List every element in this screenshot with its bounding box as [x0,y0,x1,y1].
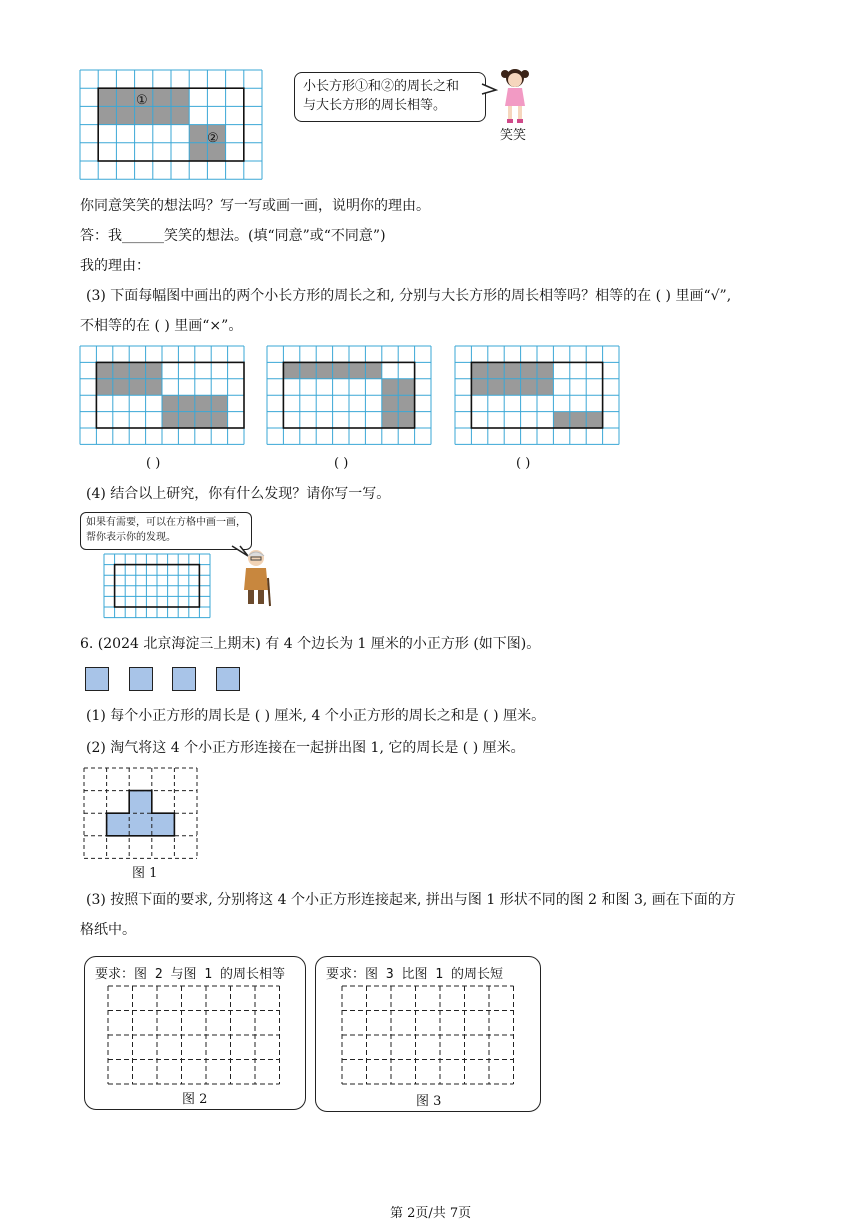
grandpa-speech-bubble [80,512,252,550]
figure-1-grid [84,768,198,860]
bubble-line-2: 与大长方形的周长相等。 [303,98,447,113]
grandpa-character-icon [238,548,274,608]
bubble-line-1: 小长方形①和②的周长之和 [303,79,460,94]
q6-part3-line-2: 格纸中。 [80,922,136,938]
shaded-region [129,791,152,814]
reason-label: 我的理由： [80,258,150,274]
requirement-3-title: 要求：图 3 比图 1 的周长短 [326,967,503,982]
part3-line-1: (3) 下面每幅图中画出的两个小长方形的周长之和, 分别与大长方形的周长相等吗？相等的在 ( ) 里画“√”, [86,288,732,304]
small-square-3 [172,667,196,691]
q6-part1: (1) 每个小正方形的周长是 ( ) 厘米, 4 个小正方形的周长之和是 ( ) 厘米。 [86,708,546,724]
shaded-region [553,412,602,428]
grid-figure-c [455,346,621,446]
small-square-1 [85,667,109,691]
figure-3-caption: 图 3 [416,1094,442,1109]
grandpa-bubble-line-2: 帮你表示你的发现。 [86,532,176,543]
figure-3-drawing-grid[interactable] [342,986,514,1084]
q6-intro: 6. (2024 北京海淀三上期末) 有 4 个边长为 1 厘米的小正方形 (如下图)。 [80,636,541,652]
xiaoxiao-speech-bubble [294,72,486,122]
rect-two-mark: ② [207,131,219,146]
figure-2-drawing-grid[interactable] [108,986,280,1084]
small-square-2 [129,667,153,691]
q6-part3-line-1: (3) 按照下面的要求, 分别将这 4 个小正方形连接起来, 拼出与图 1 形状不同的图 2 和图 3, 画在下面的方 [86,892,736,908]
question-agree: 你同意笑笑的想法吗？写一写或画一画，说明你的理由。 [80,198,430,214]
shaded-region [107,813,175,836]
drawing-grid-figure[interactable] [104,554,212,620]
grandpa-bubble-line-1: 如果有需要，可以在方格中画一画， [86,517,246,528]
part4-question: (4) 结合以上研究，你有什么发现？请你写一写。 [86,486,391,502]
figure-2-caption: 图 2 [182,1092,208,1107]
answer-line: 答：我______笑笑的想法。(填“同意”或“不同意”) [80,228,386,244]
figure-1-caption: 图 1 [132,866,158,881]
requirement-2-title: 要求：图 2 与图 1 的周长相等 [95,967,285,982]
rect-one-mark: ① [136,93,148,108]
answer-paren-c[interactable]: ( ) [516,456,531,471]
part3-line-2: 不相等的在 ( ) 里画“×”。 [80,318,243,334]
grid-figure-a [80,346,246,446]
page-footer: 第 2页/共 7页 [390,1206,472,1221]
answer-paren-b[interactable]: ( ) [334,456,349,471]
top-grid-figure [80,70,264,182]
girl-character-icon [498,66,532,126]
answer-paren-a[interactable]: ( ) [146,456,161,471]
small-square-4 [216,667,240,691]
q6-part2: (2) 淘气将这 4 个小正方形连接在一起拼出图 1, 它的周长是 ( ) 厘米。 [86,740,525,756]
grid-figure-b [267,346,433,446]
character-name-label: 笑笑 [500,128,527,143]
